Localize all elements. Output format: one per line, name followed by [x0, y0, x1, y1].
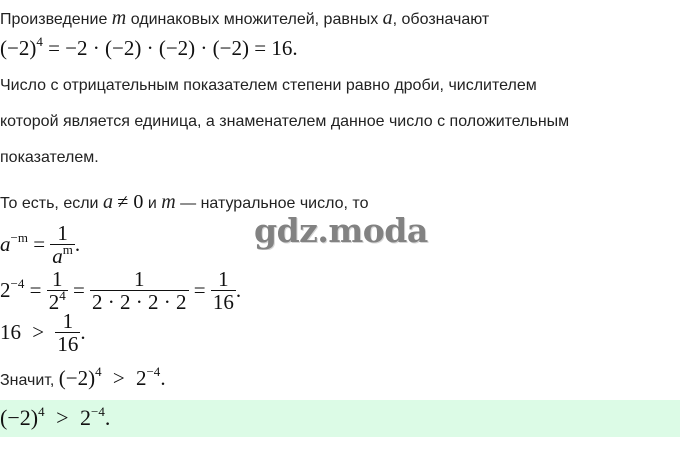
f3-gt: > — [32, 320, 45, 344]
f2-frac-1: $\frac{1}{2^4}$ — [48, 268, 66, 312]
f3-lhs: 16 — [0, 320, 21, 344]
conclusion-text: Значит, — [0, 372, 55, 389]
para-line-1: Число с отрицательным показателем степени равно дроби, числителем — [0, 77, 537, 94]
f1-fraction — [50, 222, 75, 267]
f1-end: . — [74, 232, 81, 256]
cond-text-2: — натуральное число, то — [180, 195, 369, 212]
f1-num: 1 — [57, 222, 68, 245]
f1-den: $a^m$ — [52, 242, 73, 268]
var-m: m — [111, 7, 127, 29]
var-a: a — [382, 7, 393, 29]
concl-rhs-base: 2 — [135, 366, 147, 390]
cond-var-m: m — [161, 191, 176, 213]
watermark-logo: gdz.moda — [254, 211, 428, 250]
para-line-2: которой является единица, а знаменателем данное число с положительным — [0, 113, 570, 130]
concl-end: . — [160, 366, 166, 390]
f1-base: a — [0, 232, 11, 256]
f1-eq: = — [33, 232, 46, 256]
ans-exp: 4 — [38, 404, 45, 419]
ans-rhs-exp: −4 — [90, 404, 105, 419]
para-line-3: показателем. — [0, 149, 99, 166]
formula-negative-exponent — [0, 222, 80, 267]
concl-exp: 4 — [95, 364, 102, 379]
intro-line — [0, 8, 489, 30]
f2-eq1: = — [29, 278, 42, 302]
formula-comparison — [0, 310, 86, 355]
ans-end: . — [104, 405, 111, 430]
f2-eq3: = — [193, 278, 206, 302]
ans-base: (−2) — [0, 405, 39, 430]
ans-gt: > — [56, 405, 69, 430]
ans-rhs-base: 2 — [79, 405, 91, 430]
f2-base: 2 — [0, 278, 11, 302]
cond-and: и — [147, 195, 157, 212]
f2-end: . — [235, 278, 242, 302]
concl-base: (−2) — [58, 366, 96, 390]
cond-var-a: a — [102, 191, 113, 213]
formula-example-clip — [0, 268, 680, 312]
intro-text-1: Произведение — [0, 11, 108, 28]
f3-end: . — [80, 320, 86, 344]
f3-fraction: $\frac{1}{16}$ — [57, 309, 79, 356]
answer-box — [0, 400, 680, 437]
cond-text-1: То есть, если — [0, 195, 99, 212]
answer-formula — [0, 405, 110, 431]
formula-example — [0, 268, 241, 312]
f2-frac-2: $\frac{1}{2 \cdot 2 \cdot 2 \cdot 2}$ — [92, 268, 187, 312]
f2-exp: −4 — [10, 276, 25, 291]
f2-frac-3: $\frac{1}{16}$ — [212, 268, 234, 312]
expr-exp: 4 — [36, 34, 43, 49]
concl-rhs-exp: −4 — [146, 364, 161, 379]
f2-eq2: = — [72, 278, 85, 302]
cond-neq: ≠ 0 — [117, 191, 144, 213]
concl-gt: > — [112, 366, 125, 390]
intro-text-2: одинаковых множителей, равных — [130, 11, 379, 28]
conclusion-line — [0, 366, 166, 391]
power-definition-formula — [0, 36, 298, 61]
expr-rhs: = −2 · (−2) · (−2) · (−2) = 16. — [48, 36, 298, 60]
f1-exp: −m — [10, 230, 28, 245]
intro-text-3: , обозначают — [392, 11, 490, 28]
expr-base: (−2) — [0, 36, 37, 60]
